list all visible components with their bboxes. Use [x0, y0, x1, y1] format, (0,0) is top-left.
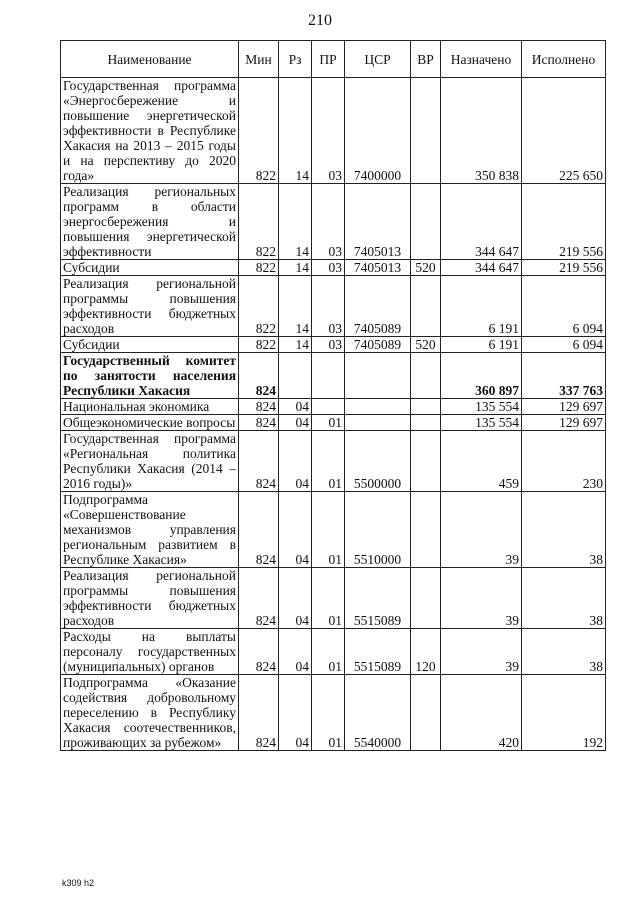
cell-executed: 192: [522, 675, 606, 751]
cell-assigned: 39: [441, 568, 522, 629]
table-body: [61, 78, 606, 751]
cell-executed: 219 556: [522, 184, 606, 260]
cell-rz: 14: [279, 276, 312, 337]
cell-executed: 129 697: [522, 415, 606, 431]
table-row: [61, 353, 606, 399]
cell-csr: 5515089: [345, 568, 411, 629]
header-csr: ЦСР: [345, 41, 411, 78]
cell-pr: 03: [312, 276, 345, 337]
cell-name: Субсидии: [61, 260, 239, 276]
cell-csr: 7405089: [345, 276, 411, 337]
cell-rz: 14: [279, 337, 312, 353]
cell-min: 822: [239, 184, 279, 260]
cell-executed: 6 094: [522, 276, 606, 337]
budget-table: [60, 40, 606, 751]
table-row: [61, 337, 606, 353]
cell-executed: 38: [522, 568, 606, 629]
cell-pr: 01: [312, 492, 345, 568]
cell-assigned: 459: [441, 431, 522, 492]
table-row: [61, 629, 606, 675]
cell-name: Общеэкономические вопросы: [61, 415, 239, 431]
cell-csr: [345, 399, 411, 415]
cell-rz: 04: [279, 675, 312, 751]
cell-csr: 5540000: [345, 675, 411, 751]
cell-csr: 5500000: [345, 431, 411, 492]
cell-pr: 01: [312, 415, 345, 431]
cell-pr: [312, 399, 345, 415]
cell-csr: 5515089: [345, 629, 411, 675]
cell-rz: 14: [279, 260, 312, 276]
cell-rz: 04: [279, 492, 312, 568]
cell-vr: 520: [411, 337, 441, 353]
cell-pr: 03: [312, 337, 345, 353]
cell-assigned: 39: [441, 492, 522, 568]
cell-rz: 04: [279, 415, 312, 431]
cell-assigned: 420: [441, 675, 522, 751]
cell-min: 824: [239, 399, 279, 415]
header-min: Мин: [239, 41, 279, 78]
cell-name: Реализация региональной программы повышения эффективности бюджетных расходов: [61, 276, 239, 337]
cell-pr: 01: [312, 431, 345, 492]
table-row: [61, 276, 606, 337]
cell-name: Подпрограмма «Совершенствование механизмов управления региональным развитием в Республике Хакасия»: [61, 492, 239, 568]
cell-assigned: 360 897: [441, 353, 522, 399]
page-number: 210: [308, 12, 332, 29]
cell-executed: 225 650: [522, 78, 606, 184]
cell-rz: 04: [279, 568, 312, 629]
cell-name: Реализация региональной программы повышения эффективности бюджетных расходов: [61, 568, 239, 629]
header-assigned: Назначено: [441, 41, 522, 78]
cell-min: 824: [239, 629, 279, 675]
cell-executed: 219 556: [522, 260, 606, 276]
cell-vr: 520: [411, 260, 441, 276]
cell-name: Реализация региональных программ в области энергосбережения и повышения энергетической эффективности: [61, 184, 239, 260]
cell-min: 824: [239, 431, 279, 492]
cell-name: Государственная программа «Энергосбережение и повышение энергетической эффективности в Республике Хакасия на 2013 – 2015 годы и на перспективу до 2020 года»: [61, 78, 239, 184]
cell-csr: [345, 353, 411, 399]
cell-assigned: 135 554: [441, 399, 522, 415]
cell-vr: [411, 492, 441, 568]
cell-executed: 38: [522, 629, 606, 675]
cell-name: Субсидии: [61, 337, 239, 353]
cell-min: 822: [239, 337, 279, 353]
cell-executed: 230: [522, 431, 606, 492]
cell-assigned: 6 191: [441, 337, 522, 353]
cell-min: 824: [239, 568, 279, 629]
cell-min: 824: [239, 492, 279, 568]
cell-pr: [312, 353, 345, 399]
table-row: [61, 675, 606, 751]
cell-executed: 38: [522, 492, 606, 568]
table-row: [61, 184, 606, 260]
cell-assigned: 344 647: [441, 260, 522, 276]
cell-rz: 04: [279, 629, 312, 675]
header-vr: ВР: [411, 41, 441, 78]
table-row: [61, 399, 606, 415]
cell-rz: 14: [279, 184, 312, 260]
cell-csr: 7405013: [345, 260, 411, 276]
cell-vr: [411, 568, 441, 629]
cell-min: 824: [239, 675, 279, 751]
table-row: [61, 431, 606, 492]
table-row: [61, 492, 606, 568]
cell-csr: [345, 415, 411, 431]
cell-executed: 337 763: [522, 353, 606, 399]
cell-vr: 120: [411, 629, 441, 675]
cell-assigned: 6 191: [441, 276, 522, 337]
footer-code: k309 h2: [62, 878, 95, 888]
cell-vr: [411, 184, 441, 260]
cell-vr: [411, 78, 441, 184]
cell-csr: 5510000: [345, 492, 411, 568]
cell-rz: [279, 353, 312, 399]
cell-pr: 03: [312, 260, 345, 276]
cell-pr: 03: [312, 78, 345, 184]
cell-vr: [411, 415, 441, 431]
cell-pr: 03: [312, 184, 345, 260]
cell-name: Государственная программа «Региональная политика Республики Хакасия (2014 – 2016 годы)»: [61, 431, 239, 492]
table-row: [61, 78, 606, 184]
cell-assigned: 39: [441, 629, 522, 675]
cell-name: Государственный комитет по занятости населения Республики Хакасия: [61, 353, 239, 399]
header-name: Наименование: [61, 41, 239, 78]
cell-min: 822: [239, 260, 279, 276]
cell-assigned: 344 647: [441, 184, 522, 260]
cell-assigned: 350 838: [441, 78, 522, 184]
cell-vr: [411, 353, 441, 399]
table-row: [61, 568, 606, 629]
cell-rz: 14: [279, 78, 312, 184]
cell-min: 824: [239, 353, 279, 399]
cell-name: Расходы на выплаты персоналу государственных (муниципальных) органов: [61, 629, 239, 675]
cell-pr: 01: [312, 568, 345, 629]
cell-rz: 04: [279, 399, 312, 415]
cell-min: 822: [239, 78, 279, 184]
cell-vr: [411, 431, 441, 492]
cell-executed: 6 094: [522, 337, 606, 353]
cell-vr: [411, 675, 441, 751]
header-rz: Рз: [279, 41, 312, 78]
table-row: [61, 260, 606, 276]
cell-pr: 01: [312, 675, 345, 751]
cell-rz: 04: [279, 431, 312, 492]
cell-csr: 7405089: [345, 337, 411, 353]
cell-vr: [411, 399, 441, 415]
cell-assigned: 135 554: [441, 415, 522, 431]
cell-name: Подпрограмма «Оказание содействия добровольному переселению в Республику Хакасия соотечественников, проживающих за рубежом»: [61, 675, 239, 751]
cell-min: 822: [239, 276, 279, 337]
table-header-row: [61, 41, 606, 78]
cell-csr: 7405013: [345, 184, 411, 260]
cell-csr: 7400000: [345, 78, 411, 184]
header-executed: Исполнено: [522, 41, 606, 78]
cell-name: Национальная экономика: [61, 399, 239, 415]
cell-min: 824: [239, 415, 279, 431]
cell-vr: [411, 276, 441, 337]
cell-executed: 129 697: [522, 399, 606, 415]
header-pr: ПР: [312, 41, 345, 78]
table-row: [61, 415, 606, 431]
cell-pr: 01: [312, 629, 345, 675]
